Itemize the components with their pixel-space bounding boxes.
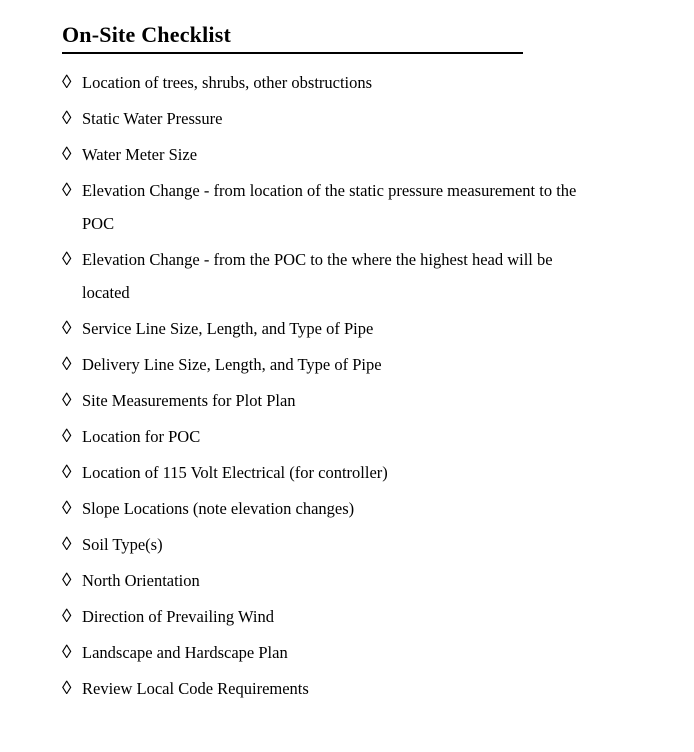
checklist-item-label: Static Water Pressure: [82, 109, 223, 128]
diamond-bullet-icon: ◊: [62, 249, 72, 270]
checklist-item: [62, 420, 577, 453]
checklist-item-label: North Orientation: [82, 571, 200, 590]
diamond-bullet-icon: ◊: [62, 534, 72, 555]
checklist-item: [62, 564, 577, 597]
checklist-item: [62, 672, 577, 705]
checklist-item: [62, 102, 577, 135]
checklist-item: [62, 312, 577, 345]
checklist: [62, 66, 694, 705]
diamond-bullet-icon: ◊: [62, 462, 72, 483]
checklist-item-label: Site Measurements for Plot Plan: [82, 391, 296, 410]
checklist-item-label: Elevation Change - from the POC to the where the highest head will be located: [82, 250, 553, 302]
checklist-item: [62, 348, 577, 381]
diamond-bullet-icon: ◊: [62, 72, 72, 93]
checklist-item: [62, 138, 577, 171]
checklist-item-label: Location of 115 Volt Electrical (for controller): [82, 463, 388, 482]
checklist-item-label: Location for POC: [82, 427, 201, 446]
diamond-bullet-icon: ◊: [62, 180, 72, 201]
checklist-item-label: Direction of Prevailing Wind: [82, 607, 274, 626]
checklist-item: [62, 243, 577, 309]
checklist-item: [62, 528, 577, 561]
diamond-bullet-icon: ◊: [62, 108, 72, 129]
diamond-bullet-icon: ◊: [62, 426, 72, 447]
checklist-item: [62, 66, 577, 99]
diamond-bullet-icon: ◊: [62, 354, 72, 375]
checklist-item: [62, 600, 577, 633]
page-title: On-Site Checklist: [62, 22, 523, 54]
checklist-item-label: Landscape and Hardscape Plan: [82, 643, 288, 662]
checklist-item-label: Slope Locations (note elevation changes): [82, 499, 355, 518]
checklist-item: [62, 456, 577, 489]
diamond-bullet-icon: ◊: [62, 606, 72, 627]
checklist-item-label: Water Meter Size: [82, 145, 198, 164]
diamond-bullet-icon: ◊: [62, 642, 72, 663]
checklist-item-label: Review Local Code Requirements: [82, 679, 309, 698]
checklist-item-label: Soil Type(s): [82, 535, 163, 554]
diamond-bullet-icon: ◊: [62, 498, 72, 519]
checklist-item-label: Delivery Line Size, Length, and Type of Pipe: [82, 355, 382, 374]
checklist-item-label: Service Line Size, Length, and Type of Pipe: [82, 319, 374, 338]
diamond-bullet-icon: ◊: [62, 570, 72, 591]
checklist-item-label: Elevation Change - from location of the static pressure measurement to the POC: [82, 181, 577, 233]
diamond-bullet-icon: ◊: [62, 390, 72, 411]
diamond-bullet-icon: ◊: [62, 144, 72, 165]
checklist-item: [62, 636, 577, 669]
checklist-item: [62, 384, 577, 417]
checklist-item: [62, 174, 577, 240]
diamond-bullet-icon: ◊: [62, 318, 72, 339]
diamond-bullet-icon: ◊: [62, 678, 72, 699]
checklist-item-label: Location of trees, shrubs, other obstructions: [82, 73, 373, 92]
checklist-item: [62, 492, 577, 525]
